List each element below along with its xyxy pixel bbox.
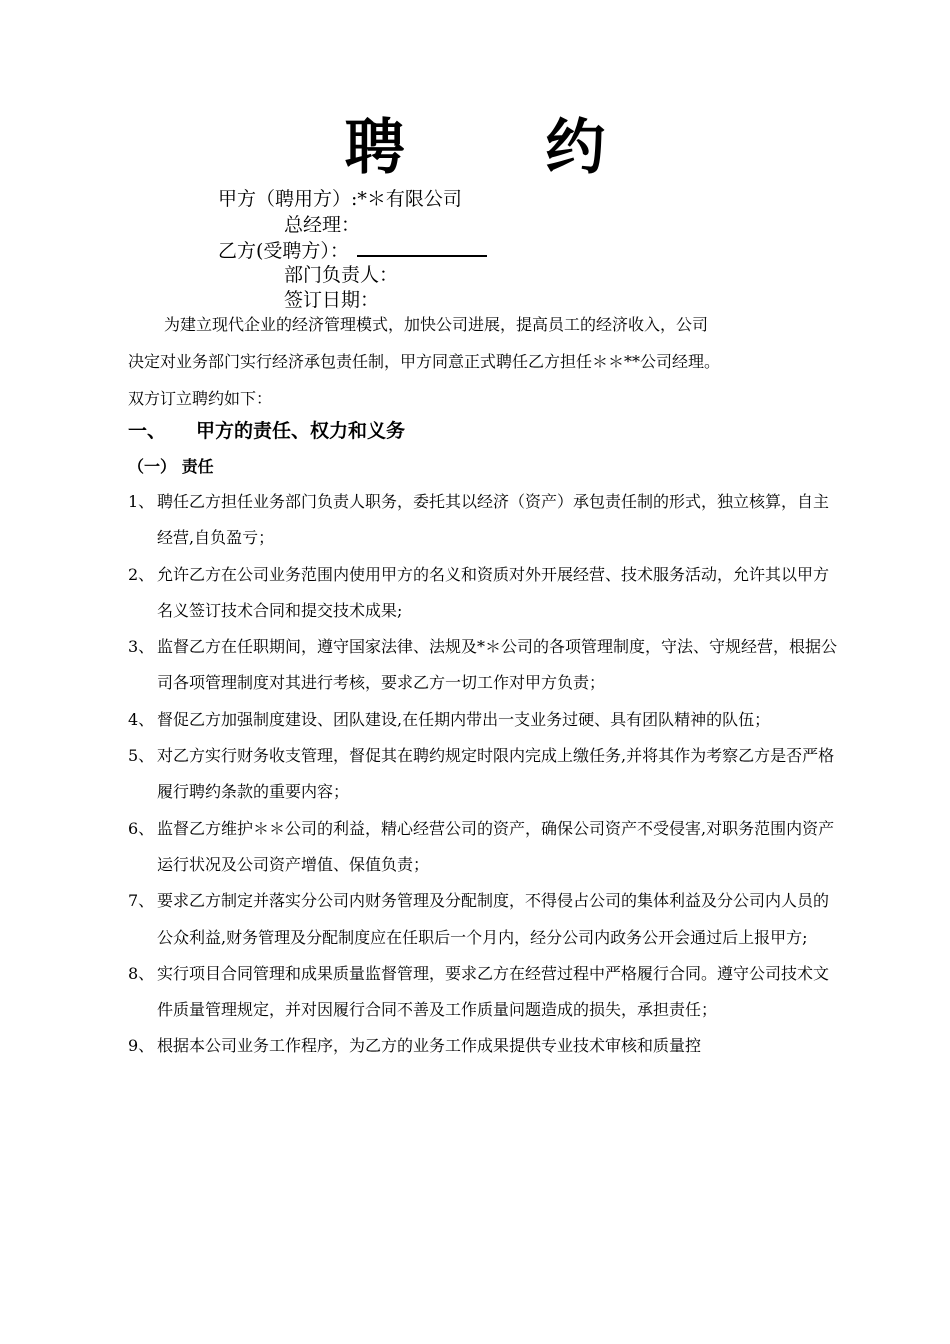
document-title: 聘 约 (344, 113, 666, 183)
item-number: 2、 (128, 564, 155, 584)
list-item (128, 629, 843, 702)
responsibility-list (128, 484, 843, 1065)
item-text: 督促乙方加强制度建设、团队建设,在任期内带出一支业务过硬、具有团队精神的队伍； (157, 709, 771, 729)
list-item (128, 738, 843, 811)
item-text: 要求乙方制定并落实分公司内财务管理及分配制度，不得侵占公司的集体利益及分公司内人员的公众利益,财务管理及分配制度应在任职后一个月内，经分公司内政务公开会通过后上报甲方; (157, 891, 830, 947)
item-number: 4、 (128, 709, 155, 729)
section-number: 一、 (128, 420, 167, 442)
list-item (128, 702, 843, 738)
item-number: 8、 (128, 963, 155, 983)
item-text: 根据本公司业务工作程序，为乙方的业务工作成果提供专业技术审核和质量控 (157, 1036, 702, 1056)
item-text: 允许乙方在公司业务范围内使用甲方的名义和资质对外开展经营、技术服务活动，允许其以甲方名义签订技术合同和提交技术成果; (157, 564, 830, 620)
item-text: 监督乙方维护＊＊公司的利益，精心经营公司的资产，确保公司资产不受侵害,对职务范围内资产运行状况及公司资产增值、保值负责； (157, 818, 835, 874)
item-text: 对乙方实行财务收支管理，督促其在聘约规定时限内完成上缴任务,并将其作为考察乙方是否严格履行聘约条款的重要内容； (157, 746, 835, 802)
party-b-label: 乙方(受聘方）： (218, 240, 349, 262)
party-b-blank (357, 237, 487, 257)
section-title: 甲方的责任、权力和义务 (196, 420, 406, 442)
intro-paragraph (128, 306, 828, 417)
party-b-line (218, 237, 487, 264)
list-item (128, 484, 843, 557)
subsection-heading: （一） 责任 (128, 457, 214, 476)
item-text: 实行项目合同管理和成果质量监督管理，要求乙方在经营过程中严格履行合同。遵守公司技术文件质量管理规定，并对因履行合同不善及工作质量问题造成的损失，承担责任； (157, 963, 830, 1020)
item-number: 1、 (128, 492, 155, 511)
dept-head-line: 部门负责人： (284, 264, 399, 286)
item-number: 5、 (128, 746, 155, 766)
list-item (128, 811, 843, 884)
party-a-line: 甲方（聘用方）:*＊有限公司 (218, 188, 462, 210)
list-item (128, 956, 843, 1029)
list-item (128, 557, 843, 630)
general-manager-line: 总经理： (284, 214, 361, 236)
item-number: 6、 (128, 818, 155, 838)
item-number: 9、 (128, 1036, 155, 1056)
list-item (128, 1028, 843, 1064)
list-item (128, 883, 843, 956)
item-text: 聘任乙方担任业务部门负责人职务，委托其以经济（资产）承包责任制的形式，独立核算，自主经营,自负盈亏； (157, 492, 830, 548)
item-number: 7、 (128, 891, 155, 911)
item-text: 监督乙方在任职期间，遵守国家法律、法规及*＊公司的各项管理制度，守法、守规经营，根据公司各项管理制度对其进行考核，要求乙方一切工作对甲方负责； (157, 637, 838, 693)
intro-line-2: 决定对业务部门实行经济承包责任制，甲方同意正式聘任乙方担任＊＊**公司经理。 (128, 352, 721, 371)
sign-date-line: 签订日期： (284, 289, 380, 311)
item-number: 3、 (128, 637, 155, 657)
intro-line-3: 双方订立聘约如下： (128, 389, 273, 408)
intro-line-1: 为建立现代企业的经济管理模式，加快公司进展，提高员工的经济收入，公司 (164, 315, 709, 334)
section-heading-1 (128, 414, 405, 448)
